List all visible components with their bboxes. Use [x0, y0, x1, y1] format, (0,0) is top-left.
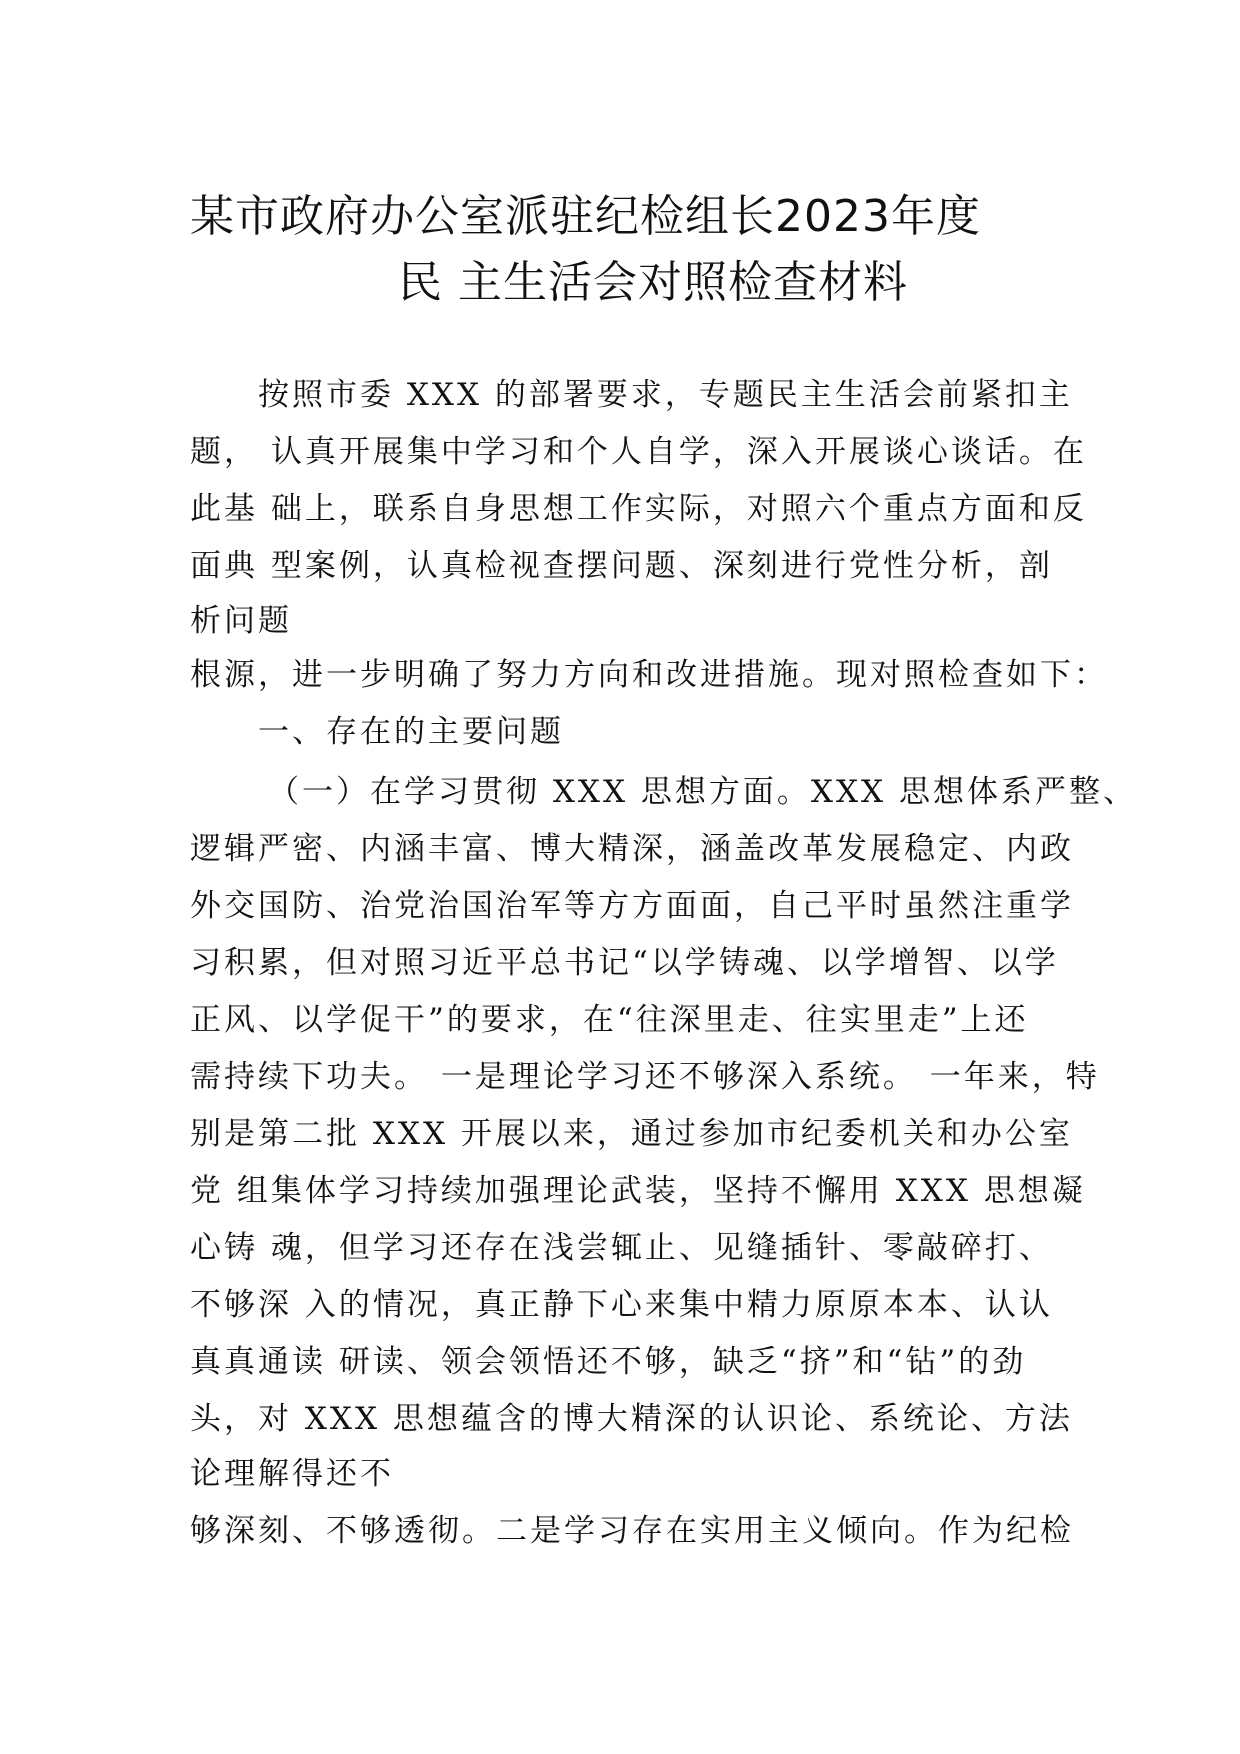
section-heading: 一、存在的主要问题 — [258, 714, 564, 750]
body-line: 析问题 — [190, 603, 292, 639]
document-title-line-2: 民 主生活会对照检查材料 — [398, 257, 908, 308]
body-line: 逻辑严密、内涵丰富、博大精深，涵盖改革发展稳定、内政 — [190, 831, 1074, 867]
document-title-line-1: 某市政府办公室派驻纪检组长2023年度 — [190, 191, 981, 242]
body-line: 需持续下功夫。 一是理论学习还不够深入系统。 一年来，特 — [190, 1059, 1100, 1095]
body-line: 按照市委 XXX 的部署要求，专题民主生活会前紧扣主 — [258, 377, 1073, 413]
body-line: 够深刻、不够透彻。二是学习存在实用主义倾向。作为纪检 — [190, 1513, 1074, 1549]
body-line: 论理解得还不 — [190, 1456, 394, 1492]
body-line: 外交国防、治党治国治军等方方面面，自己平时虽然注重学 — [190, 888, 1074, 924]
subsection-heading: （一）在学习贯彻 XXX 思想方面。XXX 思想体系严整、 — [268, 774, 1137, 810]
body-line: 党 组集体学习持续加强理论武装，坚持不懈用 XXX 思想凝 — [190, 1173, 1086, 1209]
body-line: 心铸 魂，但学习还存在浅尝辄止、见缝插针、零敲碎打、 — [190, 1230, 1053, 1266]
body-line: 题， 认真开展集中学习和个人自学，深入开展谈心谈话。在 — [190, 434, 1087, 470]
body-line: 别是第二批 XXX 开展以来，通过参加市纪委机关和办公室 — [190, 1116, 1073, 1152]
body-line: 此基 础上，联系自身思想工作实际，对照六个重点方面和反 — [190, 491, 1087, 527]
body-line: 习积累，但对照习近平总书记“以学铸魂、以学增智、以学 — [190, 945, 1059, 981]
body-line: 正风、以学促干”的要求，在“往深里走、往实里走”上还 — [190, 1002, 1029, 1038]
body-line: 不够深 入的情况，真正静下心来集中精力原原本本、认认 — [190, 1287, 1053, 1323]
body-line: 头，对 XXX 思想蕴含的博大精深的认识论、系统论、方法 — [190, 1401, 1073, 1437]
body-line: 真真通读 研读、领会领悟还不够，缺乏“挤”和“钻”的劲 — [190, 1344, 1027, 1380]
body-line: 面典 型案例，认真检视查摆问题、深刻进行党性分析，剖 — [190, 548, 1053, 584]
body-line: 根源，进一步明确了努力方向和改进措施。现对照检查如下： — [190, 657, 1108, 693]
